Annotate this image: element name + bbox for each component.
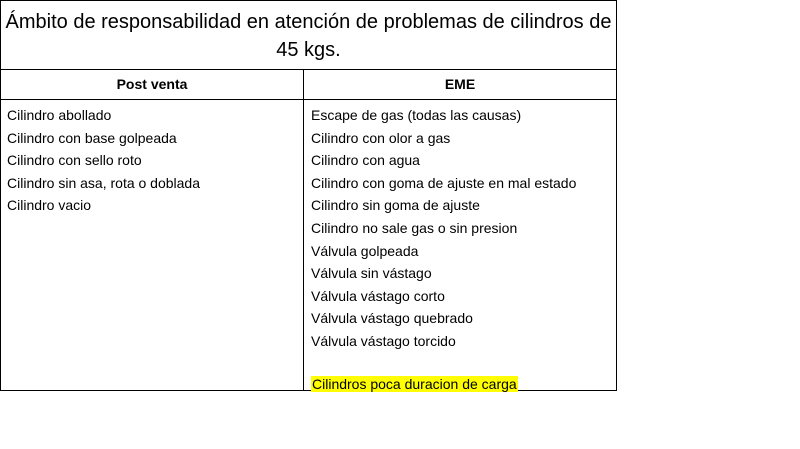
header-row	[1, 70, 616, 100]
list-item: Válvula vástago quebrado	[311, 310, 473, 327]
list-item: Cilindro con olor a gas	[311, 129, 451, 146]
post-venta-column	[7, 104, 299, 217]
list-item: Válvula vástago torcido	[311, 332, 456, 349]
list-item: Cilindro sin asa, rota o doblada	[7, 174, 201, 191]
list-item: Cilindro con sello roto	[7, 152, 142, 169]
list-item: Cilindro vacio	[7, 197, 92, 214]
header-post-venta: Post venta	[116, 76, 188, 92]
column-divider	[303, 70, 304, 391]
list-item: Escape de gas (todas las causas)	[311, 107, 522, 123]
header-eme: EME	[444, 76, 476, 92]
eme-column	[311, 104, 611, 395]
list-item: Válvula sin vástago	[311, 265, 432, 282]
list-item: Válvula vástago corto	[311, 287, 445, 304]
highlighted-item: Cilindros poca duracion de carga	[312, 375, 517, 392]
highlighted-item-row	[311, 373, 611, 396]
list-item: Cilindro con base golpeada	[7, 129, 177, 146]
table-title: Ámbito de responsabilidad en atención de problemas de cilindros de 45 kgs.	[1, 1, 616, 70]
list-item: Cilindro con agua	[311, 152, 420, 169]
list-item: Cilindro con goma de ajuste en mal estado	[311, 174, 577, 191]
list-item: Cilindro abollado	[7, 107, 112, 123]
list-item: Cilindro sin goma de ajuste	[311, 197, 480, 214]
list-item: Válvula golpeada	[311, 242, 419, 259]
list-item: Cilindro no sale gas o sin presion	[311, 219, 518, 236]
